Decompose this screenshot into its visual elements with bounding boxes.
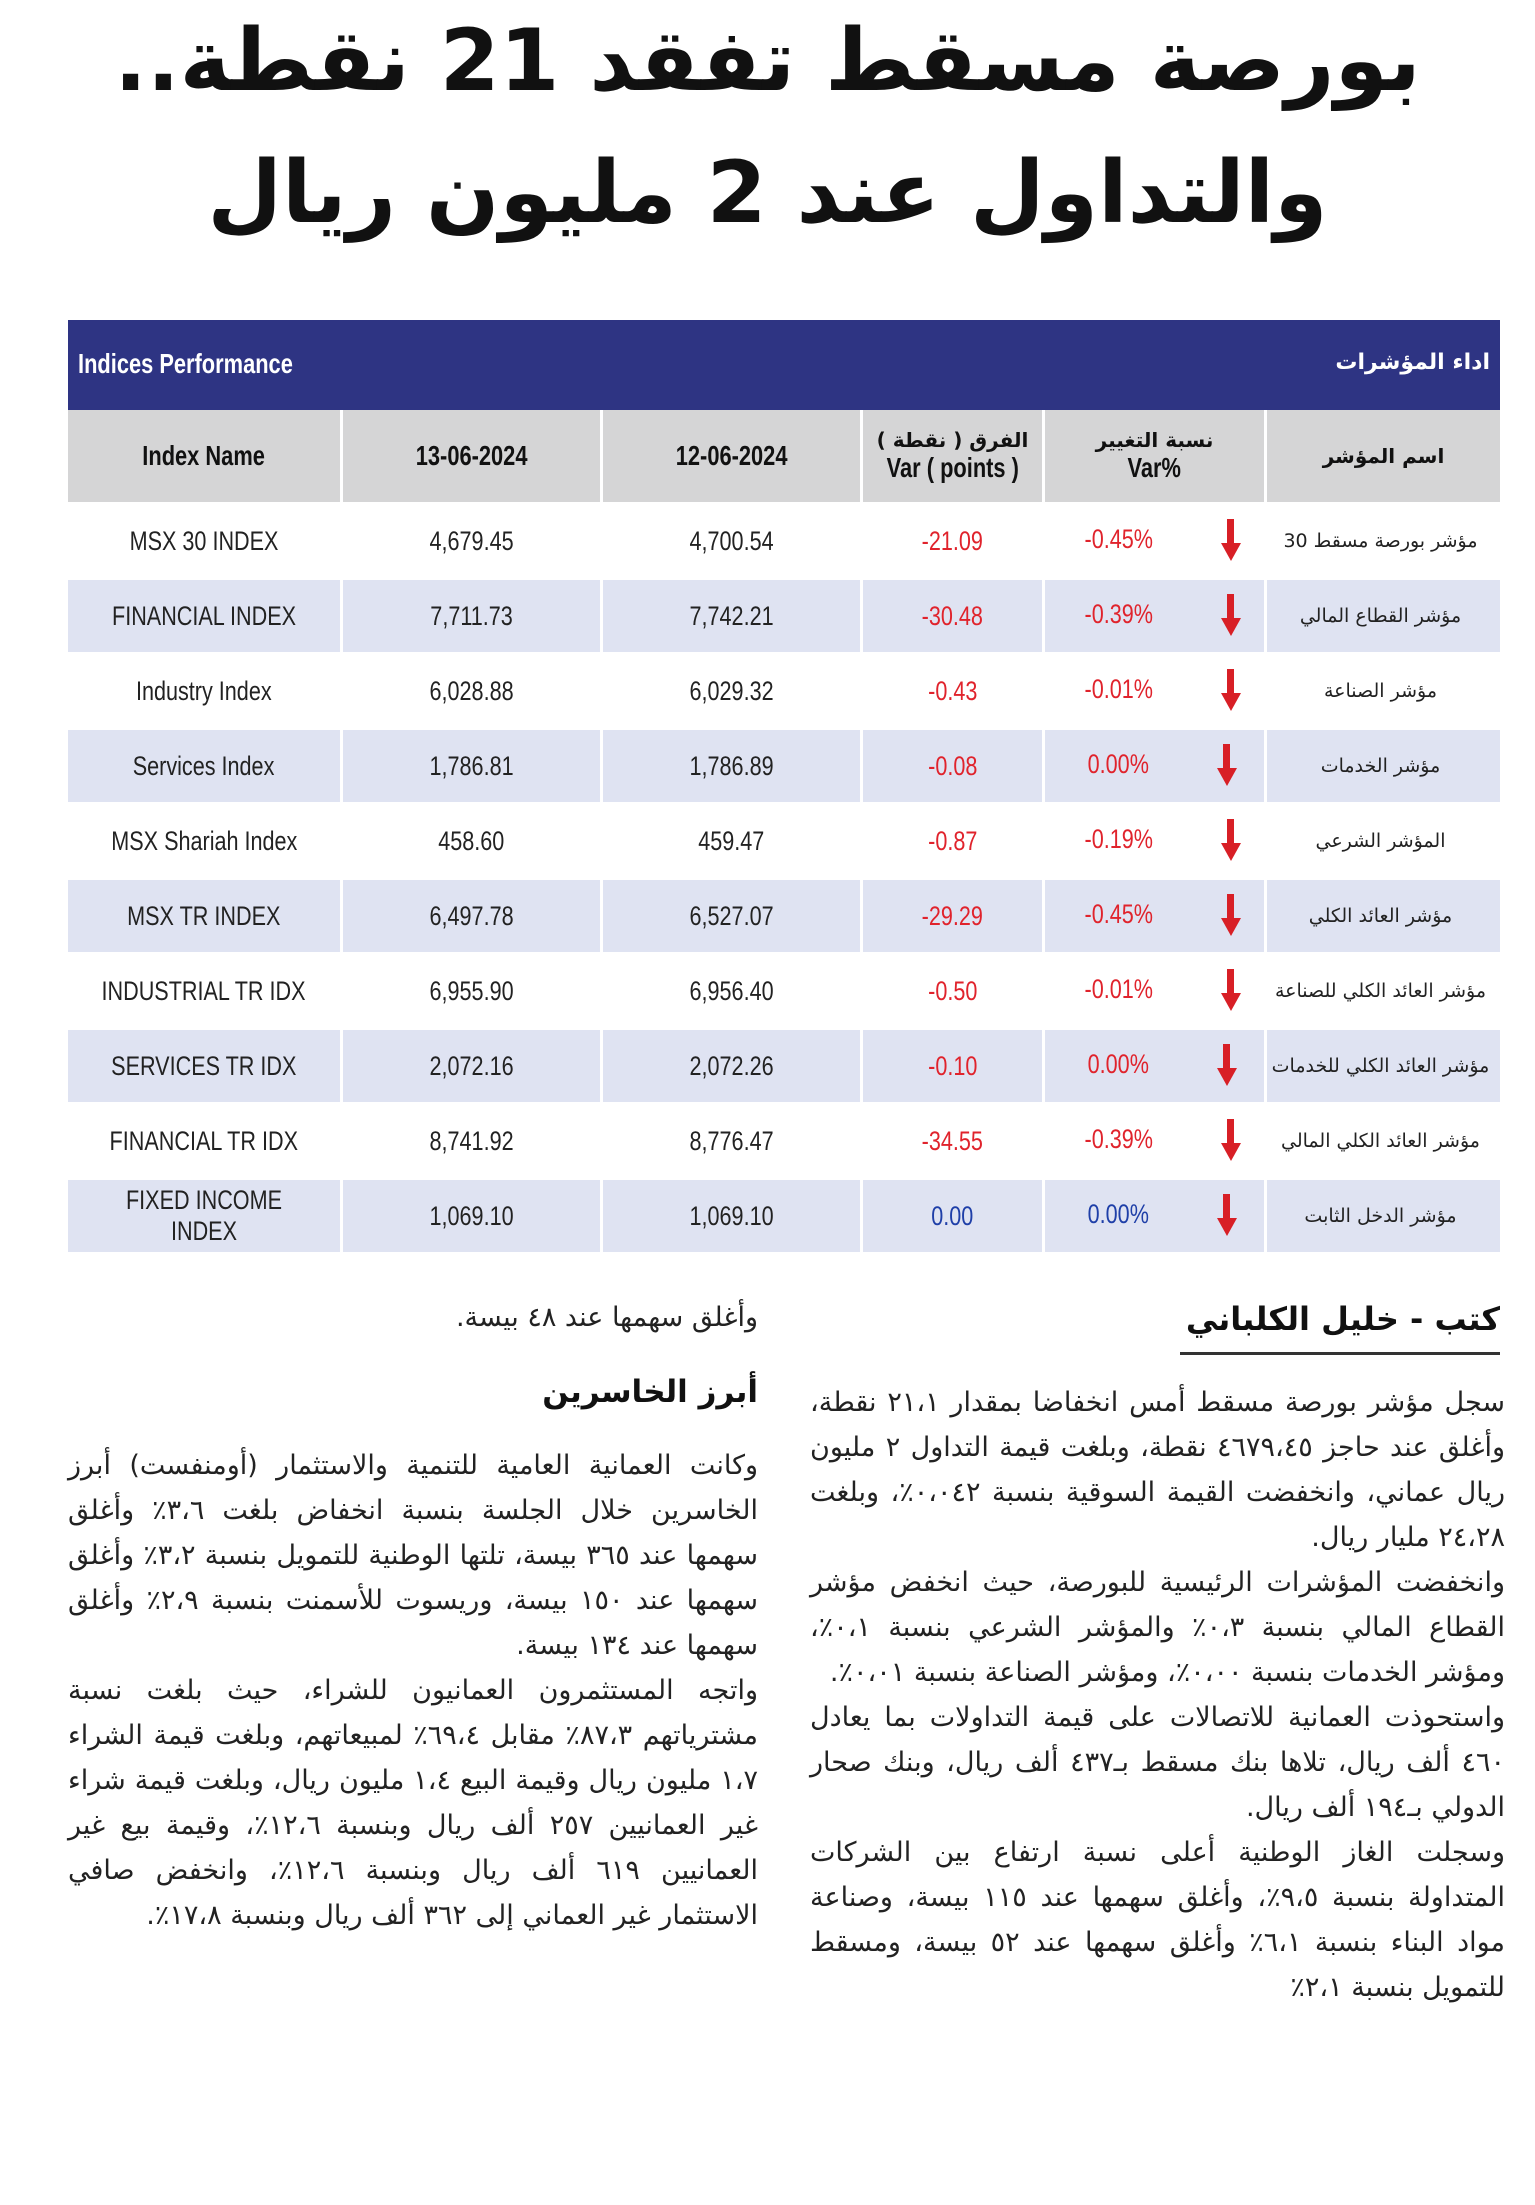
section-subhead: أبرز الخاسرين: [542, 1374, 758, 1410]
cell-var-pct: -0.01%: [1042, 952, 1264, 1027]
down-arrow-icon: [1221, 894, 1239, 938]
cell-value-date2: 1,069.10: [600, 1177, 860, 1252]
cell-index-name-ar: مؤشر الدخل الثابت: [1264, 1177, 1500, 1252]
byline-divider: [1180, 1352, 1500, 1355]
cell-index-name-ar: مؤشر الصناعة: [1264, 652, 1500, 727]
cell-var-points: -0.87: [860, 802, 1042, 877]
cell-value-date1: 6,497.78: [340, 877, 600, 952]
cell-value-date1: 4,679.45: [340, 502, 600, 577]
down-arrow-icon: [1221, 669, 1239, 713]
article-paragraph: واستحوذت العمانية للاتصالات على قيمة التداولات بما يعادل ٤٦٠ ألف ريال، تلاها بنك مسقط بـ٤٣٧ ألف ريال، وبنك صحار الدولي بـ١٩٤ ألف ريال.: [810, 1702, 1505, 1823]
cell-var-pct: -0.45%: [1042, 502, 1264, 577]
cell-var-pct: -0.45%: [1042, 877, 1264, 952]
col-header-var-points-en: Var ( points ): [886, 452, 1019, 483]
cell-var-points: -21.09: [860, 502, 1042, 577]
cell-index-name: FINANCIAL TR IDX: [68, 1102, 340, 1177]
cell-value-date2: 6,527.07: [600, 877, 860, 952]
table-row: [68, 727, 1500, 802]
cell-var-points: -29.29: [860, 877, 1042, 952]
table-row: [68, 1027, 1500, 1102]
cell-index-name: MSX TR INDEX: [68, 877, 340, 952]
cell-value-date1: 1,786.81: [340, 727, 600, 802]
table-title-ar: اداء المؤشرات: [1335, 350, 1490, 375]
article-paragraph: وانخفضت المؤشرات الرئيسية للبورصة، حيث انخفض مؤشر القطاع المالي بنسبة ٠،٣٪ والمؤشر الشرعي بنسبة ٠،١٪، ومؤشر الخدمات بنسبة ٠،٠٠٪، ومؤشر الصناعة بنسبة ٠،٠١٪.: [810, 1567, 1505, 1688]
cell-index-name: MSX Shariah Index: [68, 802, 340, 877]
down-arrow-icon: [1217, 1044, 1235, 1088]
cell-index-name: FINANCIAL INDEX: [68, 577, 340, 652]
cell-var-points: -0.50: [860, 952, 1042, 1027]
down-arrow-icon: [1221, 969, 1239, 1013]
table-title-en: Indices Performance: [78, 348, 293, 379]
cell-var-points: -34.55: [860, 1102, 1042, 1177]
cell-index-name: Services Index: [68, 727, 340, 802]
article-paragraph: وكانت العمانية العامية للتنمية والاستثمار (أومنفست) أبرز الخاسرين خلال الجلسة بنسبة انخفاض بلغت ٣،٦٪ وأغلق سهمها عند ٣٦٥ بيسة، تلتها الوطنية للتمويل بنسبة ٣،٢٪ وأغلق سهمها عند ١٥٠ بيسة، وريسوت للأسمنت بنسبة ٢،٩٪ وأغلق سهمها عند ١٣٤ بيسة.: [68, 1450, 759, 1661]
article-column-right: [810, 1380, 1505, 2010]
article-byline: كتب - خليل الكلباني: [1185, 1300, 1500, 1338]
cell-value-date1: 6,028.88: [340, 652, 600, 727]
col-header-var-pct-ar: نسبة التغيير: [1095, 428, 1214, 452]
cell-var-pct: 0.00%: [1042, 1027, 1264, 1102]
cell-var-pct: 0.00%: [1042, 1177, 1264, 1252]
down-arrow-icon: [1221, 594, 1239, 638]
col-header-var-pct-en: Var%: [1127, 452, 1182, 483]
indices-performance-table: [68, 320, 1500, 1252]
table-row: [68, 652, 1500, 727]
down-arrow-icon: [1221, 819, 1239, 863]
cell-index-name: MSX 30 INDEX: [68, 502, 340, 577]
col-header-var-points-ar: الفرق ( نقطة ): [876, 428, 1029, 452]
cell-var-pct: 0.00%: [1042, 727, 1264, 802]
table-row: [68, 502, 1500, 577]
col-header-index-name: Index Name: [68, 410, 340, 502]
col-header-date1: 13-06-2024: [340, 410, 600, 502]
cell-index-name-ar: مؤشر بورصة مسقط 30: [1264, 502, 1500, 577]
cell-var-points: 0.00: [860, 1177, 1042, 1252]
down-arrow-icon: [1217, 744, 1235, 788]
cell-value-date1: 2,072.16: [340, 1027, 600, 1102]
cell-var-points: -0.10: [860, 1027, 1042, 1102]
cell-var-pct: -0.39%: [1042, 577, 1264, 652]
cell-index-name-ar: مؤشر العائد الكلي للصناعة: [1264, 952, 1500, 1027]
article-paragraph: سجل مؤشر بورصة مسقط أمس انخفاضا بمقدار ٢١،١ نقطة، وأغلق عند حاجز ٤٦٧٩،٤٥ نقطة، وبلغت قيمة التداول ٢ مليون ريال عماني، وانخفضت القيمة السوقية بنسبة ٠،٠٤٢٪، وبلغت ٢٤،٢٨ مليار ريال.: [810, 1387, 1505, 1553]
article-paragraph: واتجه المستثمرون العمانيون للشراء، حيث بلغت نسبة مشترياتهم ٨٧،٣٪ مقابل ٦٩،٤٪ لمبيعاتهم، وبلغت قيمة الشراء ١،٧ مليون ريال وقيمة البيع ١،٤ مليون ريال، وبلغت قيمة شراء غير العمانيين ٢٥٧ ألف ريال وبنسبة ١٢،٦٪، وقيمة بيع غير العمانيين ٦١٩ ألف ريال وبنسبة ١٢،٦٪، وانخفض صافي الاستثمار غير العماني إلى ٣٦٢ ألف ريال وبنسبة ١٧،٨٪.: [68, 1675, 758, 1931]
cell-var-points: -0.43: [860, 652, 1042, 727]
col-header-var-points: [860, 410, 1042, 502]
col-header-date2: 12-06-2024: [600, 410, 860, 502]
table-row: [68, 577, 1500, 652]
cell-index-name: Industry Index: [68, 652, 340, 727]
cell-value-date2: 1,786.89: [600, 727, 860, 802]
cell-value-date1: 6,955.90: [340, 952, 600, 1027]
cell-value-date1: 458.60: [340, 802, 600, 877]
cell-value-date2: 7,742.21: [600, 577, 860, 652]
cell-value-date2: 8,776.47: [600, 1102, 860, 1177]
cell-index-name-ar: مؤشر العائد الكلي المالي: [1264, 1102, 1500, 1177]
table-row: [68, 1102, 1500, 1177]
cell-value-date2: 4,700.54: [600, 502, 860, 577]
down-arrow-icon: [1221, 1119, 1239, 1163]
table-row: [68, 877, 1500, 952]
cell-index-name: INDUSTRIAL TR IDX: [68, 952, 340, 1027]
cell-value-date2: 2,072.26: [600, 1027, 860, 1102]
cell-index-name-ar: مؤشر العائد الكلي: [1264, 877, 1500, 952]
col-header-index-name-ar: اسم المؤشر: [1264, 410, 1500, 502]
headline-line-2: والتداول عند 2 مليون ريال: [207, 143, 1328, 243]
table-row: [68, 802, 1500, 877]
table-row: [68, 952, 1500, 1027]
cell-value-date1: 1,069.10: [340, 1177, 600, 1252]
cell-var-pct: -0.01%: [1042, 652, 1264, 727]
cell-index-name-ar: المؤشر الشرعي: [1264, 802, 1500, 877]
article-column-left: [68, 1295, 758, 1938]
table-row: [68, 1177, 1500, 1252]
cell-value-date2: 6,029.32: [600, 652, 860, 727]
table-header-row: [68, 410, 1500, 502]
headline-line-1: بورصة مسقط تفقد 21 نقطة..: [114, 11, 1421, 111]
article-paragraph: وأغلق سهمها عند ٤٨ بيسة.: [455, 1302, 758, 1333]
down-arrow-icon: [1217, 1194, 1235, 1238]
cell-index-name: SERVICES TR IDX: [68, 1027, 340, 1102]
cell-var-pct: -0.19%: [1042, 802, 1264, 877]
cell-value-date2: 6,956.40: [600, 952, 860, 1027]
col-header-var-pct: [1042, 410, 1264, 502]
cell-index-name-ar: مؤشر القطاع المالي: [1264, 577, 1500, 652]
cell-value-date2: 459.47: [600, 802, 860, 877]
cell-index-name: FIXED INCOME INDEX: [68, 1177, 340, 1252]
cell-value-date1: 8,741.92: [340, 1102, 600, 1177]
cell-var-points: -30.48: [860, 577, 1042, 652]
down-arrow-icon: [1221, 519, 1239, 563]
cell-var-pct: -0.39%: [1042, 1102, 1264, 1177]
table-title-bar: [68, 320, 1500, 410]
cell-value-date1: 7,711.73: [340, 577, 600, 652]
article-paragraph: وسجلت الغاز الوطنية أعلى نسبة ارتفاع بين الشركات المتداولة بنسبة ٩،٥٪، وأغلق سهمها عند ١١٥ بيسة، وصناعة مواد البناء بنسبة ٦،١٪ وأغلق سهمها عند ٥٢ بيسة، ومسقط للتمويل بنسبة ٢،١٪: [810, 1837, 1506, 2003]
cell-index-name-ar: مؤشر الخدمات: [1264, 727, 1500, 802]
cell-index-name-ar: مؤشر العائد الكلي للخدمات: [1264, 1027, 1500, 1102]
cell-var-points: -0.08: [860, 727, 1042, 802]
